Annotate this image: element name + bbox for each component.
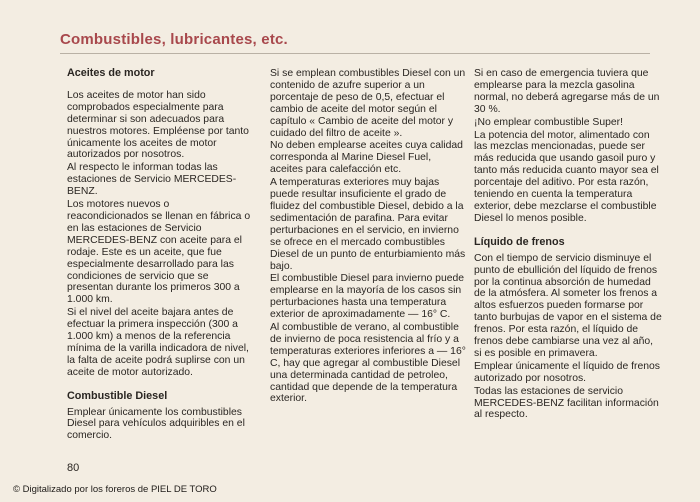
paragraph: Los motores nuevos o reacondicionados se llenan en fábrica o en las estaciones de Servicio MERCEDES-BENZ con aceite para el rodaje. Este es un aceite, que fue especialmente desarrollado para las condiciones de servicio que se presentan durante los primeros 300 a 1.000 km. xyxy=(67,199,251,306)
paragraph: Al respecto le informan todas las estaciones de Servicio MERCEDES-BENZ. xyxy=(67,162,237,198)
paragraph: A temperaturas exteriores muy bajas puede resultar insuficiente el grado de fluidez del combustible Diesel, debido a la sedimentación de parafina. Para evitar perturbaciones en el servicio, en invierno se ofrece en el mercado combustibles Diesel de un punto de enturbiamiento más bajo. xyxy=(270,177,466,272)
paragraph: Los aceites de motor han sido comprobados especialmente para determinar si son adecuados para nuestros motores. Empléense por tanto únicamente los aceites de motor autorizados por nosotros. xyxy=(67,89,249,161)
section-heading-aceites: Aceites de motor xyxy=(67,67,155,79)
paragraph: Con el tiempo de servicio disminuye el punto de ebullición del líquido de frenos por la continua absorción de humedad de la atmósfera. Al someter los frenos a altos esfuerzos pueden formarse por tanto burbujas de vapor en el sistema de frenos. Por esta razón, el líquido de frenos debe cambiarse una vez al año, si es posible en primavera. xyxy=(474,252,662,359)
warning-text: ¡No emplear combustible Super! xyxy=(474,116,624,128)
paragraph: No deben emplearse aceites cuya calidad corresponda al Marine Diesel Fuel, aceites para calefacción etc. xyxy=(270,140,463,176)
section-heading-diesel: Combustible Diesel xyxy=(67,389,168,402)
header-rule xyxy=(60,53,650,54)
section-heading-frenos: Líquido de frenos xyxy=(474,235,565,248)
paragraph: Emplear únicamente el líquido de frenos autorizado por nosotros. xyxy=(474,360,660,384)
paragraph: Si en caso de emergencia tuviera que emplearse para la mezcla gasolina normal, no deberá agregarse más de un 30 %. xyxy=(474,68,660,115)
paragraph: Todas las estaciones de servicio MERCEDES-BENZ facilitan información al respecto. xyxy=(474,385,659,421)
page-number: 80 xyxy=(67,462,80,474)
paragraph: Al combustible de verano, al combustible de invierno de poca resistencia al frío y a temperaturas exteriores inferiores a — 16° C, hay que agregar al combustible Diesel una determinada cantidad de petroleo, cantidad que depende de la temperatura exterior. xyxy=(270,322,466,405)
paragraph: El combustible Diesel para invierno puede emplearse en la mayoría de los casos sin perturbaciones hasta una temperatura exterior de aproximadamente — 16° C. xyxy=(270,273,465,321)
column-2 xyxy=(270,68,466,405)
column-3 xyxy=(474,68,662,421)
page-header-title: Combustibles, lubricantes, etc. xyxy=(60,31,288,48)
paragraph: La potencia del motor, alimentado con las mezclas mencionadas, puede ser más reducida que usando gasoil puro y tanto más reducida cuanto mayor sea el porcentaje del aditivo. Por esta razón, teniendo en cuenta la temperatura exterior, debe mezclarse el combustible Diesel lo menos posible. xyxy=(474,129,659,224)
paragraph: Si el nivel del aceite bajara antes de efectuar la primera inspección (300 a 1.000 km) a menos de la referencia mínima de la varilla indicadora de nivel, la falta de aceite podrá suplirse con un aceite de motor autorizado. xyxy=(67,307,249,378)
footer-credit: © Digitalizado por los foreros de PIEL DE TORO xyxy=(13,484,217,495)
paragraph: Emplear únicamente los combustibles Diesel para vehículos adquiribles en el comercio. xyxy=(67,406,245,442)
column-1 xyxy=(67,68,253,442)
paragraph: Si se emplean combustibles Diesel con un contenido de azufre superior a un porcentaje de peso de 0,5, efectuar el cambio de aceite del motor según el capítulo « Cambio de aceite del motor y cuidado del filtro de aceite ». xyxy=(270,68,466,139)
